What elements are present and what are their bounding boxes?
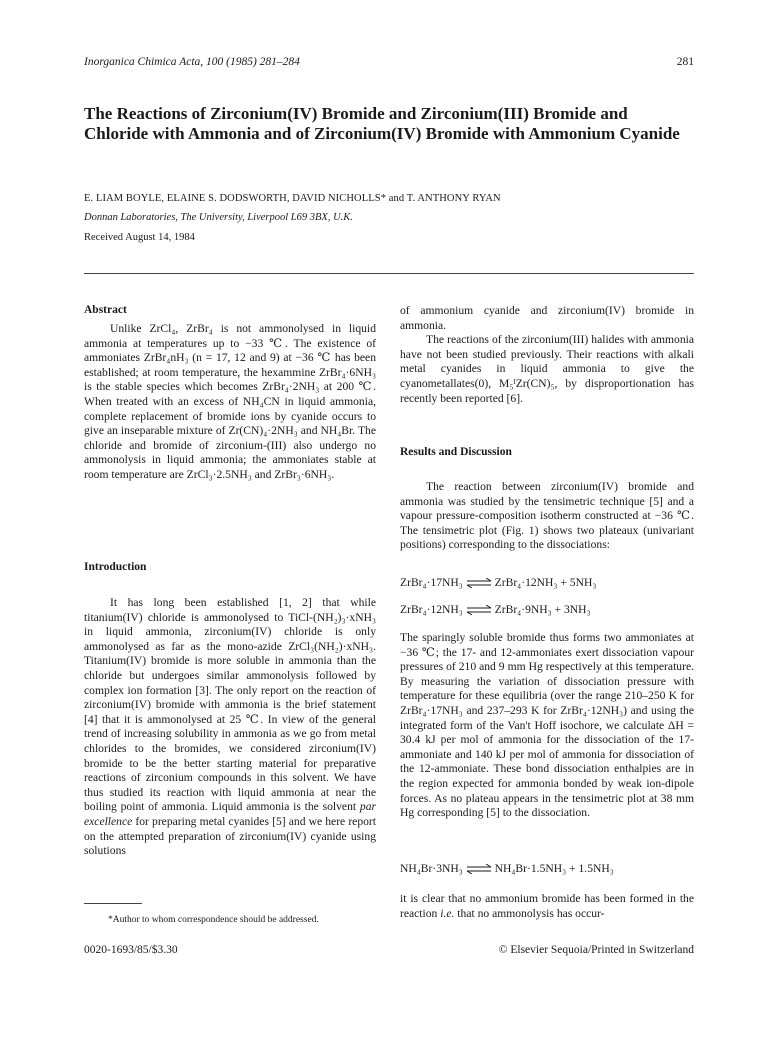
closing-text-part2: that no ammonolysis has occur- — [454, 906, 605, 920]
affiliation: Donnan Laboratories, The University, Liverpool L69 3BX, U.K. — [84, 212, 353, 223]
right-column-top — [400, 304, 694, 406]
emphasis-par-excellence: par excellence — [84, 800, 376, 828]
article-code: 0020-1693/85/$3.30 — [84, 944, 178, 956]
continuation-paragraph: of ammonium cyanide and zirconium(IV) bromide in ammonia. — [400, 304, 694, 332]
tensimetric-paragraph: The reaction between zirconium(IV) bromide and ammonia was studied by the tensimetric technique [5] and a vapour pressure-composition isotherm constructed at −36 ℃. The tensimetric plot (Fig. 1) shows two plateaux (univariant positions) corresponding to the dissociations: — [400, 480, 694, 552]
closing-paragraph-block — [400, 892, 694, 921]
introduction-text — [84, 596, 376, 859]
introduction-body — [84, 596, 376, 859]
author-list: E. LIAM BOYLE, ELAINE S. DODSWORTH, DAVID NICHOLLS* and T. ANTHONY RYAN — [84, 193, 501, 204]
equation-1-right: ZrBr₄·12NH₃ + 5NH₃ — [494, 576, 597, 589]
closing-paragraph — [400, 892, 694, 921]
header-divider — [84, 273, 694, 274]
closing-text-part1: it is clear that no ammonium bromide has been formed in the reaction — [400, 892, 694, 920]
abstract-heading: Abstract — [84, 304, 127, 316]
article-title: The Reactions of Zirconium(IV) Bromide and Zirconium(III) Bromide and Chloride with Ammonia and of Zirconium(IV) Bromide with Ammonium Cyanide — [84, 104, 680, 143]
results-heading: Results and Discussion — [400, 446, 512, 458]
abstract-body — [84, 322, 376, 483]
equation-3-left: NH₄Br·3NH₃ — [400, 862, 463, 875]
received-date: Received August 14, 1984 — [84, 232, 195, 243]
equation-2-left: ZrBr₄·12NH₃ — [400, 603, 463, 616]
results-paragraph-block — [400, 480, 694, 553]
page-number: 281 — [676, 56, 694, 68]
equation-3 — [400, 862, 614, 875]
equation-1-left: ZrBr₄·17NH₃ — [400, 576, 463, 589]
equilibrium-arrow-icon — [466, 864, 492, 874]
equation-1 — [400, 576, 596, 589]
equation-2-right: ZrBr₄·9NH₃ + 3NH₃ — [494, 603, 591, 616]
zirconium-iii-paragraph: The reactions of the zirconium(III) halides with ammonia have not been studied previously. Their reactions with alkali metal cyanides in liquid ammonia to give the cyanometallates(0), M₅ᴵZr(CN)₅, by disproportionation has recently been reported [6]. — [400, 333, 694, 405]
copyright-notice: © Elsevier Sequoia/Printed in Switzerland — [498, 944, 694, 956]
equilibrium-arrow-icon — [466, 578, 492, 588]
introduction-text-part2: for preparing metal cyanides [5] and we here report on the attempted preparation of zirconium(IV) cyanide using solutions — [84, 814, 376, 858]
ammoniate-paragraph: The sparingly soluble bromide thus forms two ammoniates at −36 ℃; the 17- and 12-ammoniates exert dissociation vapour pressures of 210 and 9 mm Hg respectively at this temperature. By measuring the variation of dissociation pressure with temperature for these equilibria (over the range 210–250 K for ZrBr₄·17NH₃ and 237–293 K for ZrBr₄·12NH₃) and using the integrated form of the Van't Hoff isochore, we calculate ΔH = 30.4 kJ per mol of ammonia for the dissociation of the 17-ammoniate and 140 kJ per mol of ammonia for dissociation of the 12-ammoniate. These bond dissociation enthalpies are in the region expected for ammonia bonded by weak ion-dipole forces. As no plateau appears in the tensimetric plot at 38 mm Hg corresponding [5] to the dissociation. — [400, 631, 694, 820]
emphasis-ie: i.e. — [440, 906, 455, 920]
ammoniate-paragraph-block — [400, 631, 694, 821]
introduction-heading: Introduction — [84, 561, 147, 573]
journal-citation: Inorganica Chimica Acta, 100 (1985) 281–284 — [84, 56, 300, 68]
equation-3-right: NH₄Br·1.5NH₃ + 1.5NH₃ — [494, 862, 614, 875]
introduction-text-part1: It has long been established [1, 2] that while titanium(IV) chloride is ammonolysed to TiCl-(NH₂)₃·xNH₃ in liquid ammonia, zirconium(IV) chloride is only ammonolysed as far as the mono-azide ZrCl₃(NH₂)·xNH₃. Titanium(IV) bromide is more soluble in ammonia than the chloride but undergoes similar ammonolysis followed by complex ion formation [3]. The only report on the reaction of zirconium(IV) bromide with ammonia is the brief statement [4] that it is ammonolysed at 25 ℃. In view of the general trend of increasing solubility in ammonia as we go from metal chlorides to the bromides, we considered zirconium(IV) bromide to be the better starting material for preparative reactions of zirconium compounds in this solvent. We have thus studied its reaction with liquid ammonia at near the boiling point of ammonia. Liquid ammonia is the solvent — [84, 596, 376, 814]
equilibrium-arrow-icon — [466, 605, 492, 615]
equation-2 — [400, 603, 591, 616]
footnote-divider — [84, 903, 142, 904]
abstract-text: Unlike ZrCl₄, ZrBr₄ is not ammonolysed in liquid ammonia at temperatures up to −33 ℃. The existence of ammoniates ZrBr₄nH₃ (n = 17, 12 and 9) at −36 ℃ has been established; at room temperature, the hexammine ZrBr₄·6NH₃ is the stable species which becomes ZrBr₄·2NH₃ at 200 ℃. When treated with an excess of NH₄CN in liquid ammonia, complete replacement of bromide ions by cyanide occurs to give an inseparable mixture of Zr(CN)₄·2NH₃ and NH₄Br. The chloride and bromide of zirconium-(III) also undergo no ammonolysis in liquid ammonia; the ammoniates stable at room temperature are ZrCl₃·2.5NH₃ and ZrBr₃·6NH₃. — [84, 322, 376, 481]
footnote: *Author to whom correspondence should be addressed. — [108, 915, 319, 925]
